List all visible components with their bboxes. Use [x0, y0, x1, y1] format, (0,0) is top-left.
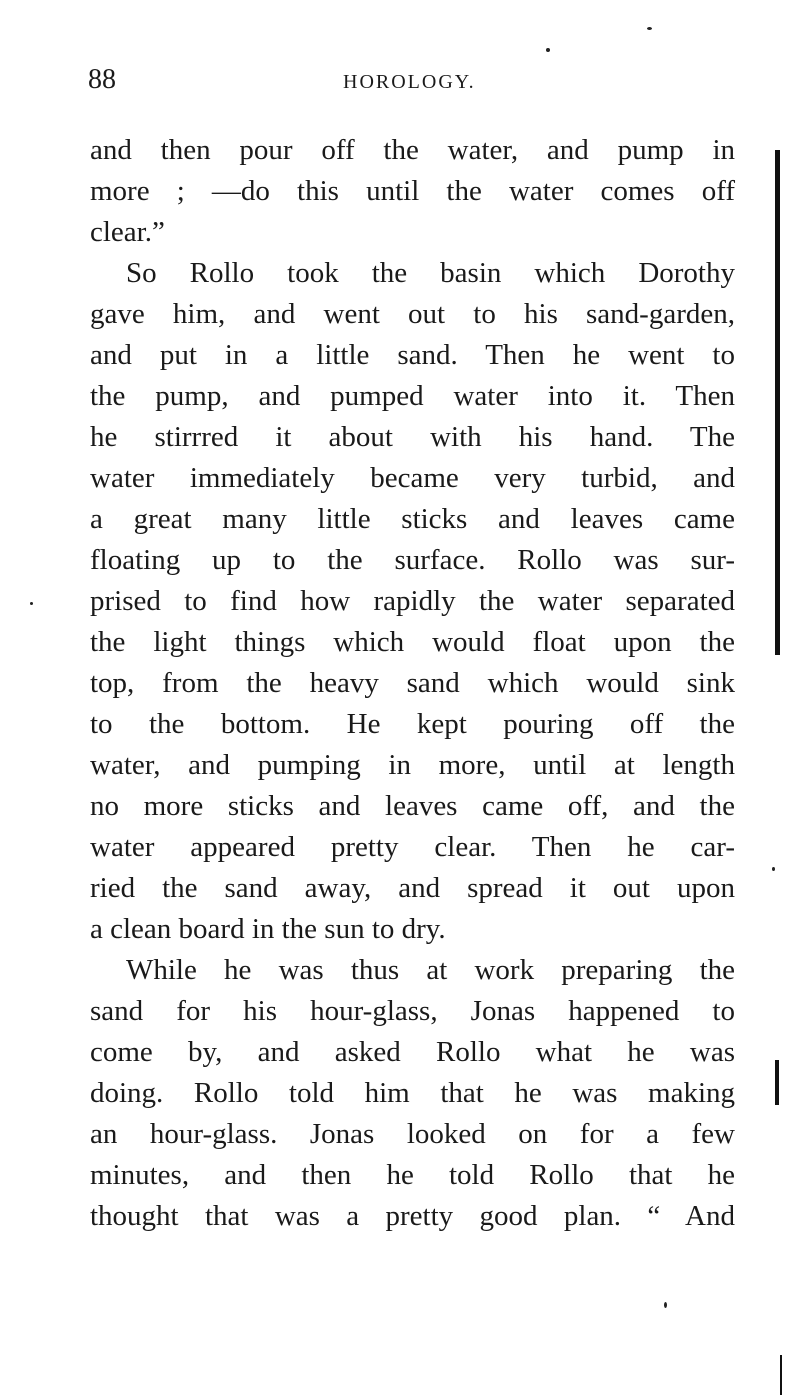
text-line: floating up to the surface. Rollo was sur- [90, 544, 735, 576]
scan-speck [664, 1302, 667, 1308]
text-line: and put in a little sand. Then he went to [90, 339, 735, 371]
text-line: So Rollo took the basin which Dorothy [126, 257, 735, 289]
text-line: prised to find how rapidly the water separated [90, 585, 735, 617]
text-line: clear.” [90, 216, 165, 248]
text-line: no more sticks and leaves came off, and the [90, 790, 735, 822]
text-line: water, and pumping in more, until at length [90, 749, 735, 781]
text-line: a clean board in the sun to dry. [90, 913, 446, 945]
text-line: water immediately became very turbid, and [90, 462, 735, 494]
page-number: 88 [88, 64, 116, 95]
margin-scan-bar [775, 150, 780, 655]
text-line: the pump, and pumped water into it. Then [90, 380, 735, 412]
text-line: and then pour off the water, and pump in [90, 134, 735, 166]
text-line: gave him, and went out to his sand-garden, [90, 298, 735, 330]
text-line: a great many little sticks and leaves came [90, 503, 735, 535]
text-line: he stirrred it about with his hand. The [90, 421, 735, 453]
text-line: to the bottom. He kept pouring off the [90, 708, 735, 740]
text-line: come by, and asked Rollo what he was [90, 1036, 735, 1068]
scan-speck [546, 48, 550, 52]
scan-speck [647, 27, 652, 30]
text-line: the light things which would float upon the [90, 626, 735, 658]
scan-speck [30, 602, 33, 605]
text-line: ried the sand away, and spread it out upon [90, 872, 735, 904]
body-text [90, 130, 735, 1237]
text-line: sand for his hour-glass, Jonas happened to [90, 995, 735, 1027]
text-line: doing. Rollo told him that he was making [90, 1077, 735, 1109]
text-line: an hour-glass. Jonas looked on for a few [90, 1118, 735, 1150]
text-line: While he was thus at work preparing the [126, 954, 735, 986]
margin-scan-bar [780, 1355, 782, 1395]
margin-scan-bar [775, 1060, 779, 1105]
text-line: water appeared pretty clear. Then he car- [90, 831, 735, 863]
text-line: top, from the heavy sand which would sink [90, 667, 735, 699]
scan-speck [772, 867, 775, 871]
text-line: more ; —do this until the water comes off [90, 175, 735, 207]
text-line: minutes, and then he told Rollo that he [90, 1159, 735, 1191]
running-head: HOROLOGY. [343, 71, 476, 93]
text-line: thought that was a pretty good plan. “ And [90, 1200, 735, 1232]
